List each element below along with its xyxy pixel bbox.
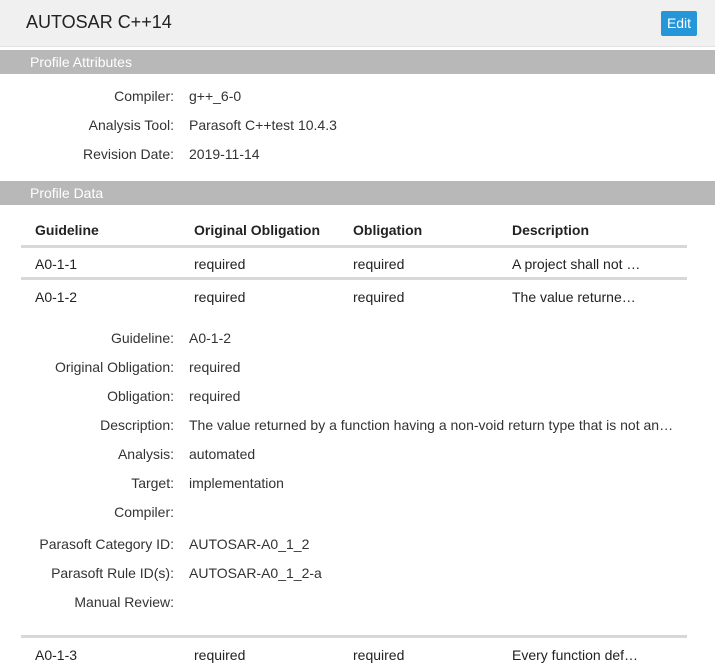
detail-label: Parasoft Category ID:: [39, 536, 174, 552]
detail-row-description: [0, 417, 715, 437]
detail-row-analysis: [0, 446, 715, 466]
detail-row-parasoft-category-id: [0, 536, 715, 556]
detail-label: Guideline:: [110, 330, 174, 346]
page-title: AUTOSAR C++14: [26, 12, 172, 32]
attribute-label: Compiler:: [114, 88, 174, 104]
detail-row-guideline: [0, 330, 715, 350]
column-header-original-obligation[interactable]: Original Obligation: [194, 222, 320, 238]
detail-label: Obligation:: [107, 388, 174, 404]
table-row[interactable]: [21, 249, 687, 280]
detail-label: Analysis:: [117, 446, 174, 462]
row-divider: [21, 635, 687, 638]
column-header-description[interactable]: Description: [512, 222, 590, 238]
attribute-row-compiler: [0, 88, 715, 108]
profile-data-section-header: Profile Data: [0, 181, 715, 205]
detail-value: A0-1-2: [189, 330, 232, 346]
cell-guideline: A0-1-2: [35, 289, 78, 305]
detail-row-obligation: [0, 388, 715, 408]
profile-attributes-section-header: Profile Attributes: [0, 50, 715, 74]
cell-description: A project shall not …: [512, 256, 641, 272]
cell-obligation: required: [353, 289, 405, 305]
detail-value: required: [189, 388, 241, 404]
cell-obligation: required: [353, 647, 405, 663]
detail-value: AUTOSAR-A0_1_2-a: [189, 565, 322, 581]
detail-value: The value returned by a function having a non-void return type that is not an…: [189, 417, 674, 433]
detail-label: Description:: [100, 417, 174, 433]
cell-original-obligation: required: [194, 289, 246, 305]
detail-label: Manual Review:: [74, 594, 174, 610]
detail-label: Original Obligation:: [54, 359, 174, 375]
attribute-value: 2019-11-14: [189, 146, 260, 162]
detail-label: Target:: [131, 475, 174, 491]
cell-description: The value returne…: [512, 289, 636, 305]
detail-label: Parasoft Rule ID(s):: [51, 565, 174, 581]
table-row-expanded[interactable]: [21, 282, 687, 313]
detail-label: Compiler:: [114, 504, 174, 520]
table-header: [21, 218, 687, 248]
detail-row-target: [0, 475, 715, 495]
detail-value: automated: [189, 446, 256, 462]
cell-obligation: required: [353, 256, 405, 272]
cell-guideline: A0-1-3: [35, 647, 78, 663]
cell-guideline: A0-1-1: [35, 256, 78, 272]
edit-button[interactable]: Edit: [661, 11, 697, 36]
attribute-label: Revision Date:: [82, 146, 174, 162]
cell-description: Every function def…: [512, 647, 639, 663]
cell-original-obligation: required: [194, 647, 246, 663]
cell-original-obligation: required: [194, 256, 246, 272]
detail-row-original-obligation: [0, 359, 715, 379]
detail-value: required: [189, 359, 241, 375]
attribute-row-revision-date: [0, 146, 715, 166]
detail-value: AUTOSAR-A0_1_2: [189, 536, 310, 552]
profile-header: [0, 0, 715, 47]
attribute-value: g++_6-0: [189, 88, 242, 104]
detail-row-parasoft-rule-ids: [0, 565, 715, 585]
detail-row-compiler: [0, 504, 715, 524]
attribute-label: Analysis Tool:: [88, 117, 174, 133]
column-header-guideline[interactable]: Guideline: [35, 222, 99, 238]
attribute-row-analysis-tool: [0, 117, 715, 137]
table-row[interactable]: [21, 640, 687, 671]
detail-value: implementation: [189, 475, 284, 491]
attribute-value: Parasoft C++test 10.4.3: [189, 117, 337, 133]
detail-row-manual-review: [0, 594, 715, 614]
column-header-obligation[interactable]: Obligation: [353, 222, 423, 238]
